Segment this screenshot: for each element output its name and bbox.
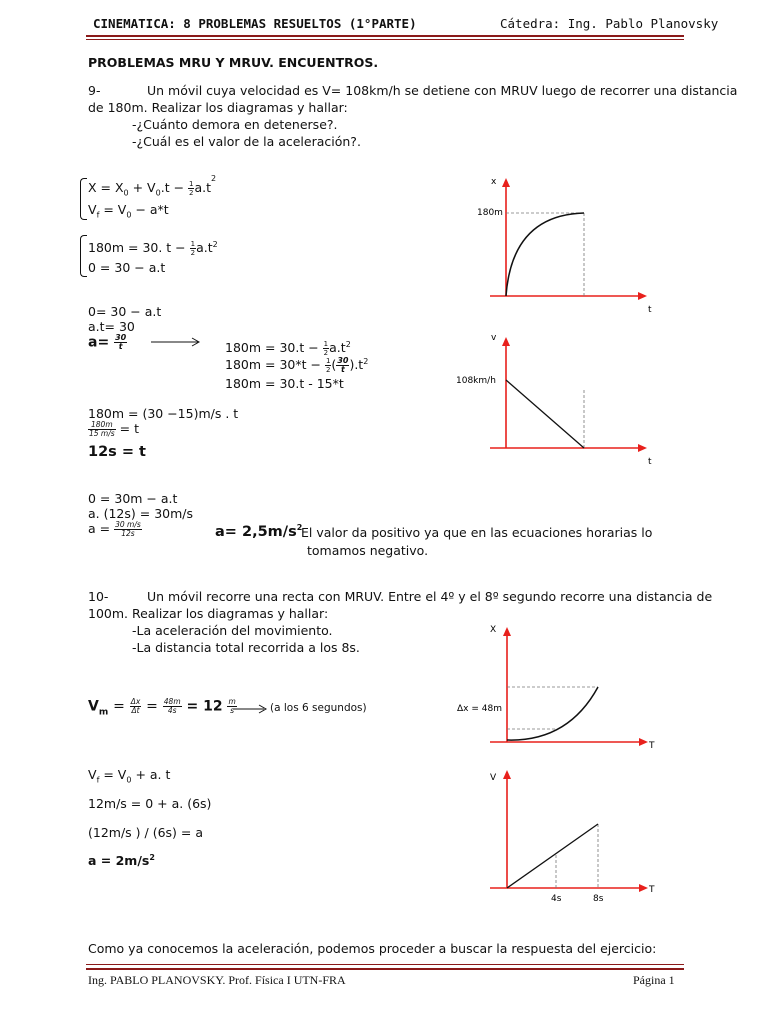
document-title: CINEMATICA: 8 PROBLEMAS RESUELTOS (1°PARTE) <box>93 16 417 31</box>
step-equation: 180m = (30 −15)m/s . t <box>88 406 239 421</box>
substitution-step: 180m = 30.t - 15*t <box>225 376 344 391</box>
level-label: Δx = 48m <box>457 704 502 714</box>
problem9-line2: de 180m. Realizar los diagramas y hallar: <box>88 100 348 115</box>
header-rule <box>86 35 684 37</box>
problem10-line1: Un móvil recorre una recta con MRUV. Entre el 4º y el 8º segundo recorre una distancia de <box>147 589 713 604</box>
problem10-question1: -La aceleración del movimiento. <box>132 623 333 638</box>
axis-label-x: t <box>648 457 652 467</box>
y-axis-arrow-icon <box>503 770 511 779</box>
y-axis-arrow-icon <box>502 337 510 346</box>
position-curve <box>506 213 584 296</box>
velocity-substitution: 12m/s = 0 + a. (6s) <box>88 796 212 811</box>
y-axis-arrow-icon <box>503 627 511 636</box>
x-axis-arrow-icon <box>639 738 648 746</box>
time-result: 12s = t <box>88 444 146 460</box>
y-axis-arrow-icon <box>502 178 510 187</box>
acceleration-expression: a= $\frac{30}{t}$ <box>88 333 127 351</box>
acceleration-division: (12m/s ) / (6s) = a <box>88 825 203 840</box>
problem9-line1: Un móvil cuya velocidad es V= 108km/h se detiene con MRUV luego de recorrer una distancia <box>147 83 738 98</box>
closing-sentence: Como ya conocemos la aceleración, podemos proceder a buscar la respuesta del ejercicio: <box>88 941 657 956</box>
footer-author: Ing. PABLO PLANOVSKY. Prof. Física I UTN-FRA <box>88 973 346 987</box>
system2-brace <box>80 235 87 277</box>
velocity-equation: $V_f = V_0 + a$. t <box>88 767 171 785</box>
substitution-step: 180m = 30.t − $\frac{1}{2}$ $a.t^2$ <box>225 340 351 358</box>
problem9-question2: -¿Cuál es el valor de la aceleración?. <box>132 134 361 149</box>
system2-equation1: 180m = 30. t − $\frac{1}{2}$ $a.t^2$ <box>88 240 218 258</box>
system1-equation1: $X = X_0 + V_0.t$ − $\frac{1}{2}$ $a.t^2$ <box>88 174 217 198</box>
axis-label-x: T <box>649 885 655 895</box>
note-line2: tomamos negativo. <box>307 543 429 558</box>
section-title: PROBLEMAS MRU Y MRUV. ENCUENTROS. <box>88 55 379 70</box>
axis-label-y: x <box>491 177 497 187</box>
position-curve <box>507 687 598 740</box>
level-label: 180m <box>477 208 503 218</box>
chair-name: Cátedra: Ing. Pablo Planovsky <box>500 16 719 31</box>
step-fraction: a = $\frac{30 m/s}{12s}$ <box>88 520 141 538</box>
footer-rule-thin <box>86 964 684 965</box>
mean-velocity-note: (a los 6 segundos) <box>270 702 367 714</box>
system1-equation2: $V_f = V_0 - a*t$ <box>88 202 169 220</box>
axis-label-y: X <box>490 625 497 635</box>
tick-label-8s: 8s <box>593 894 604 904</box>
step-equation: 0 = 30m − a.t <box>88 491 178 506</box>
problem10-line2: 100m. Realizar los diagramas y hallar: <box>88 606 329 621</box>
level-label: 108km/h <box>456 376 496 386</box>
graph-velocity-time-2 <box>450 765 670 910</box>
problem9-number: 9- <box>88 83 101 98</box>
step-fraction: $\frac{180m}{15 m/s}$ = t <box>89 420 140 438</box>
axis-label-y: V <box>490 773 497 783</box>
arrow-right-icon <box>150 336 202 348</box>
velocity-line <box>507 824 598 888</box>
step-equation: a.t= 30 <box>88 319 135 334</box>
tick-label-4s: 4s <box>551 894 562 904</box>
mean-velocity-expression: $V_m$ = $\frac{\Delta x}{\Delta t}$ = $\frac{48m}{4s}$ = 12 $\frac{m}{s}$ <box>88 697 236 718</box>
axis-label-y: v <box>491 333 497 343</box>
system1-brace <box>80 178 87 220</box>
x-axis-arrow-icon <box>639 884 648 892</box>
step-equation: 0= 30 − a.t <box>88 304 162 319</box>
x-axis-arrow-icon <box>638 444 647 452</box>
x-axis-arrow-icon <box>638 292 647 300</box>
axis-label-x: T <box>649 741 655 751</box>
problem10-question2: -La distancia total recorrida a los 8s. <box>132 640 360 655</box>
acceleration-result-2: $a = 2m/s^2$ <box>88 853 155 869</box>
step-equation: a. (12s) = 30m/s <box>88 506 194 521</box>
acceleration-result: $a= 2,5m/s^2$ <box>215 523 303 540</box>
header-rule-thin <box>86 39 684 40</box>
page-number: Página 1 <box>633 973 675 987</box>
note-line1: El valor da positivo ya que en las ecuaciones horarias lo <box>301 525 653 540</box>
velocity-line <box>506 380 584 448</box>
footer-rule <box>86 968 684 970</box>
arrow-right-icon <box>232 703 268 715</box>
problem9-question1: -¿Cuánto demora en detenerse?. <box>132 117 338 132</box>
substitution-step: 180m = 30*t − $\frac{1}{2}$ ( $\frac{30}{t}$ )$.t^2$ <box>225 356 369 375</box>
graph-velocity-time <box>450 330 670 470</box>
axis-label-x: t <box>648 305 652 315</box>
graph-position-time-2 <box>450 620 670 755</box>
graph-position-time <box>450 175 670 320</box>
system2-equation2: 0 = 30 − a.t <box>88 260 166 275</box>
problem10-number: 10- <box>88 589 109 604</box>
